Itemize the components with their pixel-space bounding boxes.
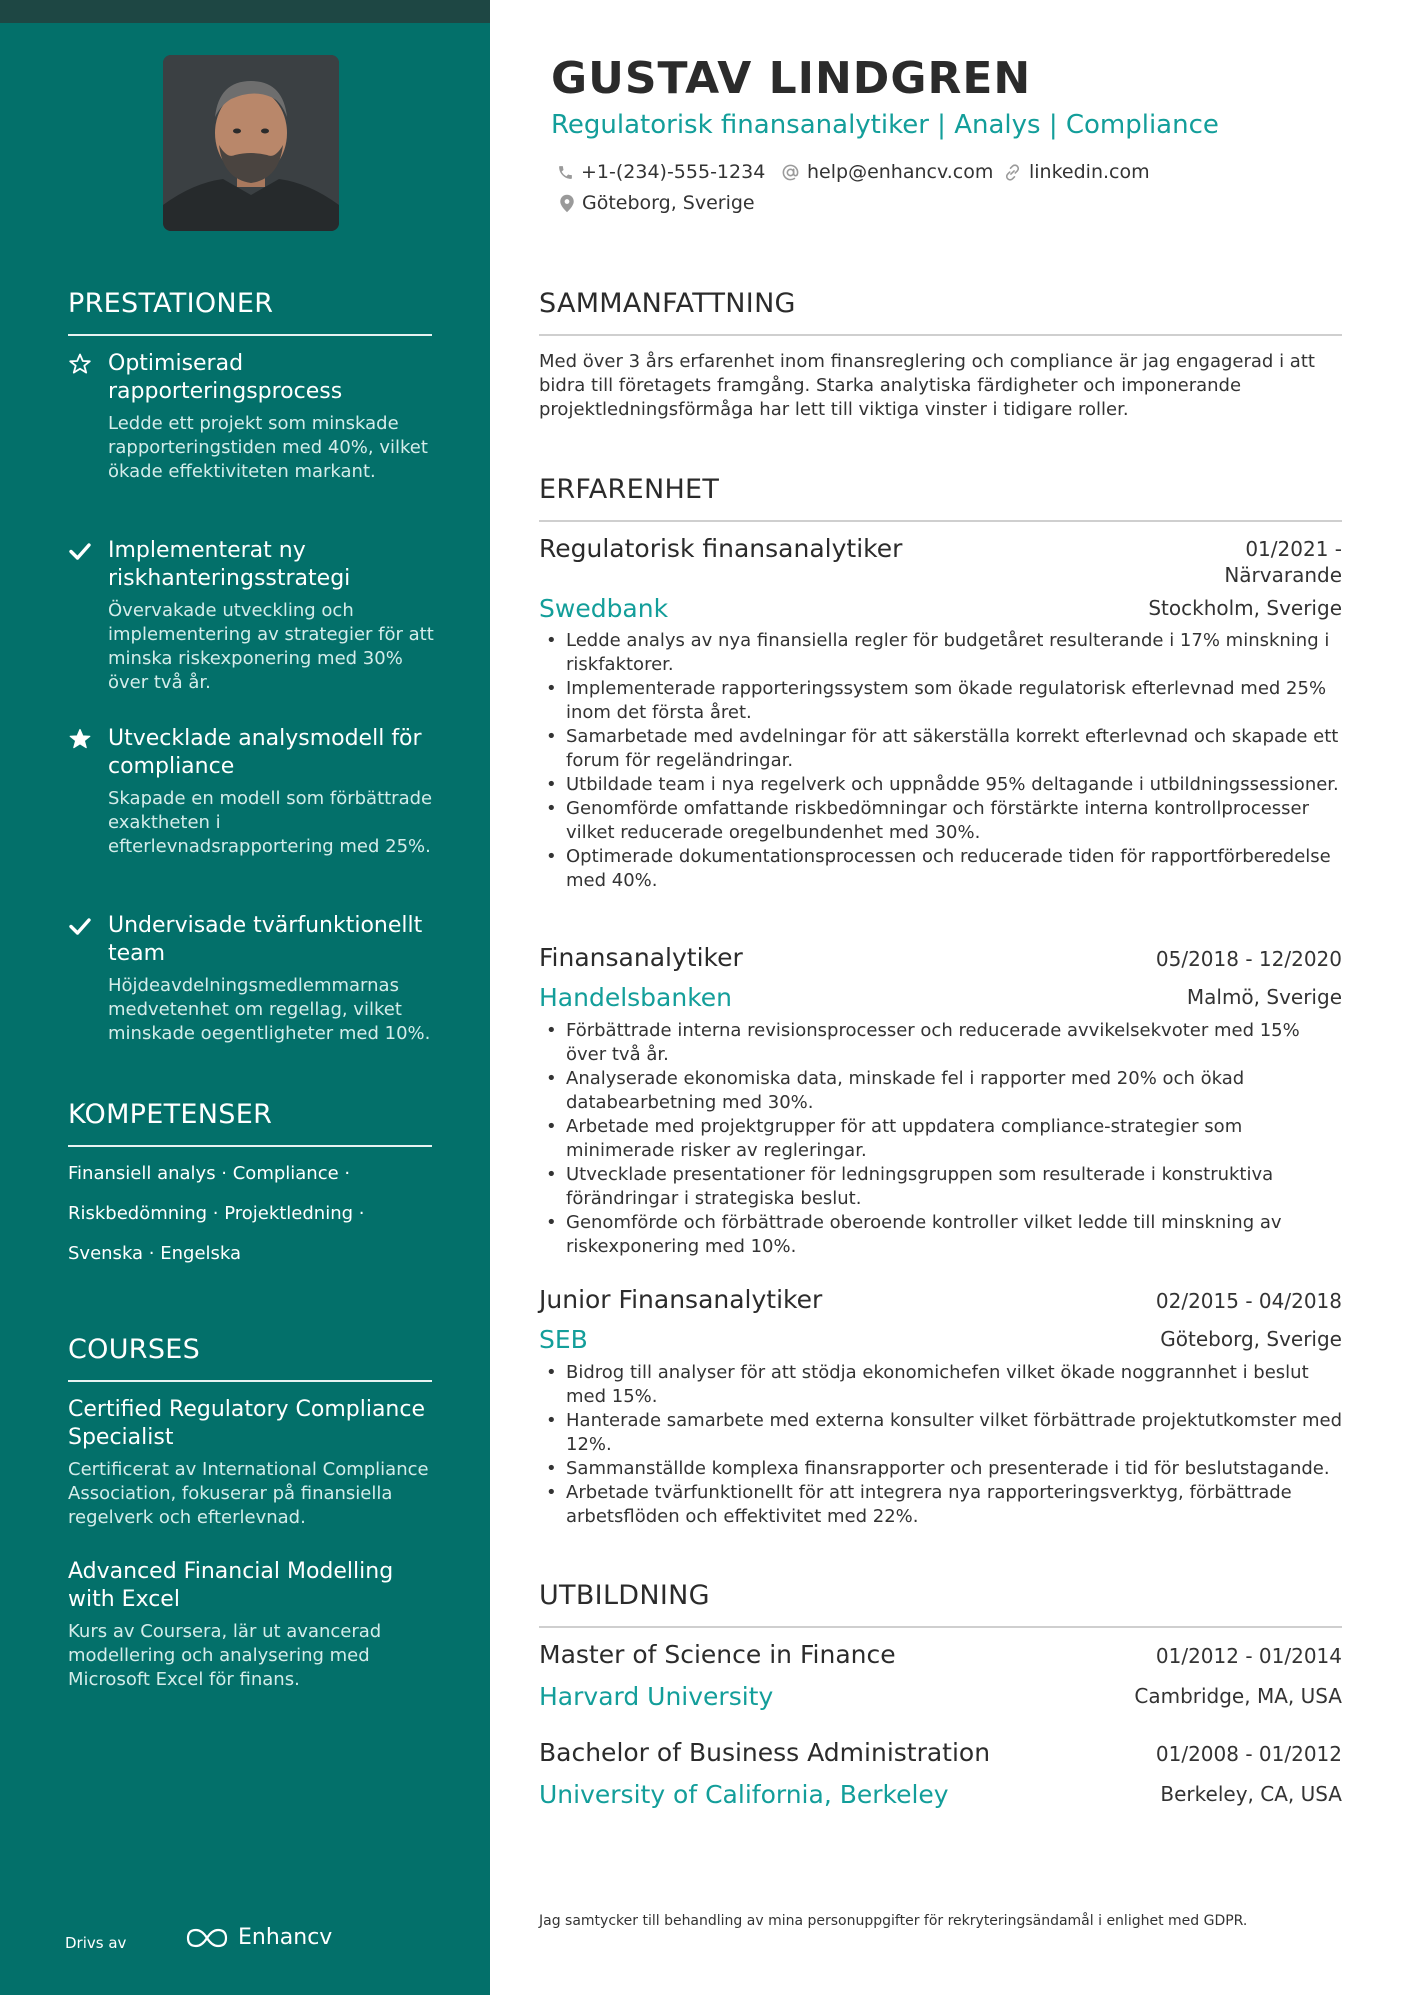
gdpr-consent: Jag samtycker till behandling av mina personuppgifter för rekryteringsändamål i enlighet med GDPR. bbox=[539, 1913, 1248, 1929]
candidate-name: GUSTAV LINDGREN bbox=[551, 53, 1032, 104]
job-bullet: • Bidrog till analyser för att stödja ekonomichefen vilket ökade noggrannhet i beslut med 15%. bbox=[539, 1361, 1342, 1409]
achievement-title: Implementerat ny riskhanteringsstrategi bbox=[108, 538, 351, 591]
contact-email-text: help@enhancv.com bbox=[807, 161, 994, 183]
job-bullets bbox=[539, 629, 1342, 893]
achievement-item bbox=[68, 912, 438, 1046]
location-pin-icon bbox=[559, 194, 575, 213]
sidebar-top-bar bbox=[0, 0, 490, 23]
job-company: Swedbank bbox=[539, 594, 669, 623]
job-bullet: • Genomförde omfattande riskbedömningar och förstärkte interna kontrollprocesser vilket reducerade oregelbundenhet med 30%. bbox=[539, 797, 1342, 845]
skills-line: Riskbedömning · Projektledning · bbox=[68, 1203, 365, 1224]
sidebar bbox=[0, 0, 490, 1995]
candidate-tagline: Regulatorisk finansanalytiker | Analys | Compliance bbox=[551, 110, 1219, 140]
phone-icon bbox=[557, 164, 574, 181]
job-date-end: Närvarande bbox=[1224, 563, 1342, 587]
achievements-divider bbox=[68, 334, 432, 336]
job-bullet: • Analyserade ekonomiska data, minskade fel i rapporter med 20% och ökad databearbetning med 30%. bbox=[539, 1067, 1342, 1115]
star-filled-icon bbox=[68, 727, 92, 751]
job-bullet: • Samarbetade med avdelningar för att säkerställa korrekt efterlevnad och skapade ett forum för regeländringar. bbox=[539, 725, 1342, 773]
contact-email[interactable] bbox=[781, 161, 993, 183]
contact-location bbox=[559, 192, 755, 214]
job-title: Junior Finansanalytiker bbox=[539, 1285, 823, 1314]
enhancv-logo-icon bbox=[184, 1926, 230, 1950]
skills-title: KOMPETENSER bbox=[68, 1099, 273, 1130]
profile-photo bbox=[163, 55, 339, 231]
achievement-desc: Ledde ett projekt som minskade rapporteringstiden med 40%, vilket ökade effektiviteten markant. bbox=[108, 413, 428, 482]
summary-title: SAMMANFATTNING bbox=[539, 288, 796, 319]
education-location: Cambridge, MA, USA bbox=[1134, 1684, 1342, 1708]
enhancv-logo[interactable] bbox=[184, 1925, 332, 1950]
summary-divider bbox=[539, 334, 1342, 336]
job-date: 05/2018 - 12/2020 bbox=[1155, 947, 1342, 971]
experience-divider bbox=[539, 520, 1342, 522]
contact-linkedin[interactable] bbox=[1003, 161, 1150, 183]
course-title: Certified Regulatory Compliance Specialist bbox=[68, 1397, 426, 1450]
job-bullet: • Förbättrade interna revisionsprocesser och reducerade avvikelsekvoter med 15% över två år. bbox=[539, 1019, 1342, 1067]
job-bullet: • Sammanställde komplexa finansrapporter och presenterade i tid för beslutstagande. bbox=[539, 1457, 1342, 1481]
education-date: 01/2008 - 01/2012 bbox=[1155, 1742, 1342, 1766]
courses-title: COURSES bbox=[68, 1334, 201, 1365]
job-company: Handelsbanken bbox=[539, 983, 733, 1012]
check-icon bbox=[68, 539, 92, 563]
achievement-title: Optimiserad rapporteringsprocess bbox=[108, 351, 343, 404]
skills-line: Svenska · Engelska bbox=[68, 1243, 242, 1264]
course-title: Advanced Financial Modelling with Excel bbox=[68, 1559, 394, 1612]
job-bullet: • Arbetade tvärfunktionellt för att integrera nya rapporteringsverktyg, förbättrade arbetsflöden och effektivitet med 22%. bbox=[539, 1481, 1342, 1529]
education-degree: Bachelor of Business Administration bbox=[539, 1738, 991, 1767]
enhancv-logo-text: Enhancv bbox=[238, 1925, 333, 1950]
achievement-item bbox=[68, 537, 438, 695]
job-bullets bbox=[539, 1019, 1342, 1259]
job-date bbox=[1224, 536, 1342, 588]
achievements-title: PRESTATIONER bbox=[68, 288, 274, 319]
skills-line: Finansiell analys · Compliance · bbox=[68, 1163, 351, 1184]
job-date-start: 01/2021 - bbox=[1245, 537, 1342, 561]
achievement-item bbox=[68, 725, 438, 859]
education-school: Harvard University bbox=[539, 1682, 774, 1711]
job-bullet: • Optimerade dokumentationsprocessen och reducerade tiden för rapportförberedelse med 40%. bbox=[539, 845, 1342, 893]
job-title: Regulatorisk finansanalytiker bbox=[539, 534, 903, 563]
contact-phone-text: +1-(234)-555-1234 bbox=[581, 161, 766, 183]
contact-location-text: Göteborg, Sverige bbox=[582, 192, 755, 214]
education-title: UTBILDNING bbox=[539, 1580, 710, 1611]
course-item bbox=[68, 1396, 438, 1530]
job-location: Malmö, Sverige bbox=[1186, 985, 1342, 1009]
achievement-item bbox=[68, 350, 438, 484]
education-degree: Master of Science in Finance bbox=[539, 1640, 896, 1669]
course-desc: Kurs av Coursera, lär ut avancerad modellering och analysering med Microsoft Excel för finans. bbox=[68, 1621, 382, 1690]
job-bullet: • Hanterade samarbete med externa konsulter vilket förbättrade projektutkomster med 12%. bbox=[539, 1409, 1342, 1457]
job-company: SEB bbox=[539, 1325, 588, 1354]
summary-text: Med över 3 års erfarenhet inom finansreglering och compliance är jag engagerad i att bidra till företagets framgång. Starka analytiska färdigheter och imponerande projektledningsförmåga har lett till viktiga vinster i tidigare roller. bbox=[539, 351, 1315, 420]
job-location: Stockholm, Sverige bbox=[1148, 596, 1342, 620]
job-bullet: • Utvecklade presentationer för ledningsgruppen som resulterade i konstruktiva förändringar i strategiska beslut. bbox=[539, 1163, 1342, 1211]
achievement-desc: Övervakade utveckling och implementering av strategier för att minska riskexponering med 30% över två år. bbox=[108, 600, 434, 693]
contact-phone[interactable] bbox=[557, 161, 765, 183]
course-desc: Certificerat av International Compliance Association, fokuserar på finansiella regelverk och efterlevnad. bbox=[68, 1459, 429, 1528]
experience-title: ERFARENHET bbox=[539, 474, 720, 505]
job-bullet: • Ledde analys av nya finansiella regler för budgetåret resulterande i 17% minskning i riskfaktorer. bbox=[539, 629, 1342, 677]
education-location: Berkeley, CA, USA bbox=[1160, 1782, 1342, 1806]
job-bullet: • Implementerade rapporteringssystem som ökade regulatorisk efterlevnad med 25% inom det första året. bbox=[539, 677, 1342, 725]
at-icon bbox=[781, 163, 800, 182]
check-icon bbox=[68, 914, 92, 938]
education-school: University of California, Berkeley bbox=[539, 1780, 949, 1809]
courses-divider bbox=[68, 1380, 432, 1382]
job-date: 02/2015 - 04/2018 bbox=[1155, 1289, 1342, 1313]
powered-by-label: Drivs av bbox=[65, 1934, 127, 1952]
skills-divider bbox=[68, 1145, 432, 1147]
star-outline-icon bbox=[68, 352, 92, 376]
achievement-title: Utvecklade analysmodell för compliance bbox=[108, 726, 422, 779]
job-title: Finansanalytiker bbox=[539, 943, 743, 972]
job-bullet: • Genomförde och förbättrade oberoende kontroller vilket ledde till minskning av riskexponering med 10%. bbox=[539, 1211, 1342, 1259]
course-item bbox=[68, 1558, 438, 1692]
achievement-desc: Skapade en modell som förbättrade exaktheten i efterlevnadsrapportering med 25%. bbox=[108, 788, 433, 857]
link-icon bbox=[1003, 163, 1022, 182]
job-location: Göteborg, Sverige bbox=[1160, 1327, 1342, 1351]
job-bullet: • Utbildade team i nya regelverk och uppnådde 95% deltagande i utbildningssessioner. bbox=[539, 773, 1342, 797]
education-date: 01/2012 - 01/2014 bbox=[1155, 1644, 1342, 1668]
achievement-desc: Höjdeavdelningsmedlemmarnas medvetenhet om regellag, vilket minskade oegentligheter med 10%. bbox=[108, 975, 431, 1044]
education-divider bbox=[539, 1626, 1342, 1628]
achievement-title: Undervisade tvärfunktionellt team bbox=[108, 913, 423, 966]
contact-linkedin-text: linkedin.com bbox=[1029, 161, 1150, 183]
job-bullet: • Arbetade med projektgrupper för att uppdatera compliance-strategier som minimerade risker av regleringar. bbox=[539, 1115, 1342, 1163]
job-bullets bbox=[539, 1361, 1342, 1529]
